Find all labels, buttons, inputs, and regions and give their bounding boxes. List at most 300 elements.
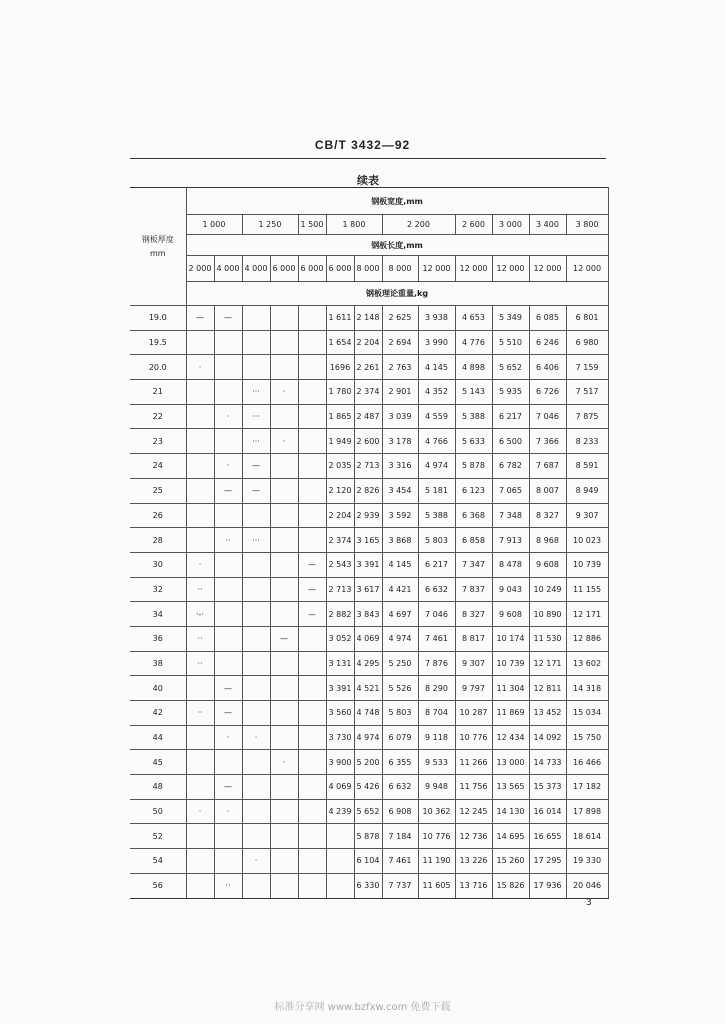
weight-cell: 2 826 — [354, 478, 382, 503]
weight-cell: 2 204 — [326, 503, 354, 528]
weight-cell: 19 330 — [566, 849, 608, 874]
weight-cell: 1 611 — [326, 306, 354, 331]
weight-cell: — — [214, 478, 242, 503]
length-cell: 12 000 — [566, 256, 608, 282]
weight-cell: 12 886 — [566, 626, 608, 651]
weight-cell: 2 763 — [382, 355, 418, 380]
table-row — [130, 824, 608, 849]
weight-cell — [186, 676, 214, 701]
weight-cell: 11 155 — [566, 577, 608, 602]
weight-cell: 12 245 — [455, 799, 492, 824]
table-row — [130, 676, 608, 701]
weight-cell: 6 801 — [566, 306, 608, 331]
weight-cell: 5 803 — [418, 528, 455, 553]
thickness-cell: 56 — [130, 873, 186, 898]
weight-cell — [298, 873, 326, 898]
weight-cell: 14 733 — [529, 750, 566, 775]
weight-cell: 7 461 — [382, 849, 418, 874]
weight-cell: 3 178 — [382, 429, 418, 454]
weight-cell: 15 373 — [529, 775, 566, 800]
weight-cell: 9 608 — [492, 602, 529, 627]
length-cell: 12 000 — [418, 256, 455, 282]
weight-cell — [298, 651, 326, 676]
table-row — [130, 750, 608, 775]
weight-cell — [214, 380, 242, 405]
weight-cell: 5 878 — [455, 454, 492, 479]
weight-cell — [214, 849, 242, 874]
weight-cell: 3 938 — [418, 306, 455, 331]
weight-cell: — — [186, 306, 214, 331]
weight-cell — [214, 429, 242, 454]
weight-cell: 17 182 — [566, 775, 608, 800]
thickness-cell: 23 — [130, 429, 186, 454]
weight-cell: 1 865 — [326, 404, 354, 429]
weight-cell: 5 143 — [455, 380, 492, 405]
weight-cell — [270, 330, 298, 355]
weight-cell: 15 260 — [492, 849, 529, 874]
weight-cell — [298, 626, 326, 651]
thickness-cell: 21 — [130, 380, 186, 405]
weight-cell: 12 434 — [492, 725, 529, 750]
weight-cell: 5 652 — [354, 799, 382, 824]
weight-cell: 4 974 — [418, 454, 455, 479]
weight-cell: 15 750 — [566, 725, 608, 750]
weight-cell: 2 694 — [382, 330, 418, 355]
weight-cell — [298, 503, 326, 528]
weight-cell: 10 739 — [492, 651, 529, 676]
weight-cell — [270, 355, 298, 380]
weight-cell — [270, 873, 298, 898]
thickness-cell: 40 — [130, 676, 186, 701]
weight-cell — [186, 849, 214, 874]
standard-number-header: CB/T 3432—92 — [314, 138, 411, 152]
weight-cell: 8 968 — [529, 528, 566, 553]
weight-cell: 7 348 — [492, 503, 529, 528]
table-row — [130, 799, 608, 824]
weight-cell: 12 736 — [455, 824, 492, 849]
page-number: 3 — [586, 898, 592, 908]
weight-cell: 2 035 — [326, 454, 354, 479]
weight-cell: 2 625 — [382, 306, 418, 331]
weight-cell: 7 687 — [529, 454, 566, 479]
weight-cell: 2 600 — [354, 429, 382, 454]
weight-cell: 12 171 — [566, 602, 608, 627]
weight-cell — [298, 775, 326, 800]
weight-cell: 2 120 — [326, 478, 354, 503]
weight-cell — [298, 799, 326, 824]
weight-cell: 2 543 — [326, 552, 354, 577]
weight-cell — [186, 380, 214, 405]
weight-cell — [186, 725, 214, 750]
weight-cell — [298, 676, 326, 701]
weight-cell — [298, 355, 326, 380]
weight-cell — [214, 330, 242, 355]
weight-cell — [242, 799, 270, 824]
weight-cell: 3 990 — [418, 330, 455, 355]
weight-cell: ·· — [186, 577, 214, 602]
weight-cell — [242, 651, 270, 676]
thickness-cell: 54 — [130, 849, 186, 874]
weight-cell — [298, 330, 326, 355]
weight-cell: 4 069 — [326, 775, 354, 800]
weight-cell — [214, 651, 242, 676]
weight-cell: 10 739 — [566, 552, 608, 577]
weight-cell — [326, 824, 354, 849]
weight-cell: 2 713 — [354, 454, 382, 479]
weight-cell: 12 171 — [529, 651, 566, 676]
weight-cell: 13 226 — [455, 849, 492, 874]
weight-cell: 5 803 — [382, 701, 418, 726]
weight-cell — [242, 577, 270, 602]
weight-cell: 4 898 — [455, 355, 492, 380]
weight-cell — [298, 478, 326, 503]
table-row — [130, 380, 608, 405]
weight-cell: 2 204 — [354, 330, 382, 355]
weight-cell — [298, 404, 326, 429]
thickness-cell: 20.0 — [130, 355, 186, 380]
weight-cell: 9 043 — [492, 577, 529, 602]
weight-cell: 6 246 — [529, 330, 566, 355]
length-cell: 6 000 — [298, 256, 326, 282]
weight-cell: 5 652 — [492, 355, 529, 380]
weight-cell — [242, 552, 270, 577]
width-cell: 1 800 — [326, 215, 382, 235]
weight-cell — [270, 404, 298, 429]
weight-cell: 4 653 — [455, 306, 492, 331]
weight-cell: 4 776 — [455, 330, 492, 355]
thickness-cell: 36 — [130, 626, 186, 651]
weight-cell: 5 181 — [418, 478, 455, 503]
weight-cell: — — [242, 454, 270, 479]
thickness-cell: 25 — [130, 478, 186, 503]
weight-cell: 1 654 — [326, 330, 354, 355]
weight-cell: · — [242, 725, 270, 750]
weight-cell — [270, 775, 298, 800]
weight-cell: 7 159 — [566, 355, 608, 380]
weight-cell: · — [270, 429, 298, 454]
weight-cell: 7 737 — [382, 873, 418, 898]
weight-cell: 5 200 — [354, 750, 382, 775]
weight-cell — [270, 478, 298, 503]
weight-cell: 8 478 — [492, 552, 529, 577]
length-cell: 12 000 — [529, 256, 566, 282]
weight-cell — [186, 454, 214, 479]
weight-cell: 6 123 — [455, 478, 492, 503]
weight-cell: · — [214, 454, 242, 479]
weight-cell: · — [214, 404, 242, 429]
weight-cell: · — [270, 380, 298, 405]
weight-cell — [270, 528, 298, 553]
width-cell: 2 200 — [382, 215, 455, 235]
weight-cell: — — [270, 626, 298, 651]
weight-cell: 8 233 — [566, 429, 608, 454]
weight-cell: 6 217 — [492, 404, 529, 429]
weight-cell: 9 797 — [455, 676, 492, 701]
length-cell: 6 000 — [270, 256, 298, 282]
weight-cell: 7 046 — [529, 404, 566, 429]
weight-cell: 10 249 — [529, 577, 566, 602]
weight-cell: 3 843 — [354, 602, 382, 627]
weight-cell: 20 046 — [566, 873, 608, 898]
weight-cell: 9 307 — [455, 651, 492, 676]
weight-cell — [270, 676, 298, 701]
thickness-unit-label: mm — [149, 248, 166, 258]
weight-cell: 6 980 — [566, 330, 608, 355]
weight-cell — [186, 873, 214, 898]
weight-cell: 4 295 — [354, 651, 382, 676]
thickness-cell: 45 — [130, 750, 186, 775]
thickness-header — [130, 188, 186, 306]
weight-cell: ··· — [242, 380, 270, 405]
table-title: 续表 — [357, 174, 379, 187]
weight-cell — [186, 404, 214, 429]
length-cell: 4 000 — [214, 256, 242, 282]
weight-cell — [298, 429, 326, 454]
weight-cell: 8 007 — [529, 478, 566, 503]
weight-cell: 7 366 — [529, 429, 566, 454]
weight-cell: 17 295 — [529, 849, 566, 874]
weight-cell: 11 304 — [492, 676, 529, 701]
weight-cell: — — [298, 552, 326, 577]
weight-cell: 4 974 — [354, 725, 382, 750]
table-row — [130, 701, 608, 726]
weight-cell — [298, 725, 326, 750]
weight-cell: 4 421 — [382, 577, 418, 602]
length-header: 钢板长度,mm — [186, 235, 608, 256]
table-row — [130, 404, 608, 429]
thickness-cell: 52 — [130, 824, 186, 849]
weight-cell: ··· — [242, 404, 270, 429]
thickness-label: 钢板厚度 — [141, 234, 174, 244]
weight-cell: 10 776 — [455, 725, 492, 750]
weight-cell: 6 782 — [492, 454, 529, 479]
weight-cell — [186, 775, 214, 800]
weight-cell — [214, 602, 242, 627]
weight-cell — [214, 577, 242, 602]
weight-cell: 7 184 — [382, 824, 418, 849]
weight-cell: — — [298, 577, 326, 602]
weight-cell: 14 092 — [529, 725, 566, 750]
weight-cell — [270, 503, 298, 528]
weight-cell — [214, 503, 242, 528]
weight-cell: 7 046 — [418, 602, 455, 627]
weight-cell: 7 517 — [566, 380, 608, 405]
weight-cell — [242, 775, 270, 800]
weight-cell: 10 287 — [455, 701, 492, 726]
table-row — [130, 355, 608, 380]
table-row — [130, 330, 608, 355]
thickness-cell: 38 — [130, 651, 186, 676]
weight-cell: 4 352 — [418, 380, 455, 405]
weight-cell: 9 533 — [418, 750, 455, 775]
weight-cell — [270, 454, 298, 479]
thickness-cell: 22 — [130, 404, 186, 429]
weight-cell: 5 388 — [455, 404, 492, 429]
thickness-cell: 28 — [130, 528, 186, 553]
weight-cell: 15 034 — [566, 701, 608, 726]
weight-cell: 3 391 — [354, 552, 382, 577]
weight-cell — [270, 651, 298, 676]
weight-cell: 11 756 — [455, 775, 492, 800]
length-cell: 8 000 — [382, 256, 418, 282]
weight-cell: 6 368 — [455, 503, 492, 528]
weight-cell: 14 318 — [566, 676, 608, 701]
thickness-cell: 50 — [130, 799, 186, 824]
table-row — [130, 577, 608, 602]
table-row — [130, 873, 608, 898]
weight-cell: 6 217 — [418, 552, 455, 577]
weight-cell: 2 901 — [382, 380, 418, 405]
width-cell: 3 800 — [566, 215, 608, 235]
thickness-cell: 19.0 — [130, 306, 186, 331]
weight-cell: 3 052 — [326, 626, 354, 651]
weight-cell: 11 605 — [418, 873, 455, 898]
weight-cell: · — [186, 355, 214, 380]
weight-cell: · — [270, 750, 298, 775]
weight-cell: 11 530 — [529, 626, 566, 651]
weight-cell: 1 949 — [326, 429, 354, 454]
weight-cell: 6 330 — [354, 873, 382, 898]
weight-cell — [242, 355, 270, 380]
weight-cell: — — [242, 478, 270, 503]
weight-cell: 8 704 — [418, 701, 455, 726]
weight-cell — [270, 577, 298, 602]
weight-cell: 1696 — [326, 355, 354, 380]
weight-cell: 1 780 — [326, 380, 354, 405]
weight-cell: 8 327 — [529, 503, 566, 528]
weight-cell: 9 948 — [418, 775, 455, 800]
weight-cell — [242, 873, 270, 898]
weight-cell: 16 014 — [529, 799, 566, 824]
weight-cell: 8 591 — [566, 454, 608, 479]
table-row — [130, 478, 608, 503]
weight-cell: 7 913 — [492, 528, 529, 553]
weight-cell: 5 633 — [455, 429, 492, 454]
width-cell: 1 500 — [298, 215, 326, 235]
weight-cell — [214, 750, 242, 775]
weight-cell: 8 817 — [455, 626, 492, 651]
weight-cell: 2 148 — [354, 306, 382, 331]
thickness-cell: 34 — [130, 602, 186, 627]
weight-cell — [270, 725, 298, 750]
weight-cell: 6 104 — [354, 849, 382, 874]
weight-cell: 3 165 — [354, 528, 382, 553]
weight-header: 钢板理论重量,kg — [186, 282, 608, 306]
length-cell: 6 000 — [326, 256, 354, 282]
weight-cell — [298, 380, 326, 405]
weight-cell: 11 869 — [492, 701, 529, 726]
weight-cell: 17 936 — [529, 873, 566, 898]
width-header: 钢板宽度,mm — [186, 188, 608, 215]
weight-cell: 15 826 — [492, 873, 529, 898]
weight-cell: 2 374 — [326, 528, 354, 553]
width-cell: 3 400 — [529, 215, 566, 235]
weight-cell: 12 811 — [529, 676, 566, 701]
weight-cell: 4 974 — [382, 626, 418, 651]
weight-cell: · — [242, 849, 270, 874]
table-row — [130, 725, 608, 750]
weight-cell: 11 190 — [418, 849, 455, 874]
weight-cell: 2 374 — [354, 380, 382, 405]
weight-cell — [214, 355, 242, 380]
weight-cell — [242, 306, 270, 331]
weight-cell: 4 239 — [326, 799, 354, 824]
weight-cell: 7 876 — [418, 651, 455, 676]
weight-cell: 10 362 — [418, 799, 455, 824]
weight-cell: 3 316 — [382, 454, 418, 479]
weight-cell: 7 347 — [455, 552, 492, 577]
weight-cell: — — [214, 701, 242, 726]
weight-cell: 6 908 — [382, 799, 418, 824]
thickness-cell: 44 — [130, 725, 186, 750]
weight-cell: 9 118 — [418, 725, 455, 750]
weight-cell: 3 617 — [354, 577, 382, 602]
weight-cell: 6 858 — [455, 528, 492, 553]
weight-cell — [214, 824, 242, 849]
weight-cell: · — [214, 799, 242, 824]
length-cell: 8 000 — [354, 256, 382, 282]
weight-cell: 10 174 — [492, 626, 529, 651]
weight-cell — [298, 750, 326, 775]
weight-cell: 6 632 — [418, 577, 455, 602]
weight-cell — [186, 528, 214, 553]
weight-cell: 10 776 — [418, 824, 455, 849]
weight-cell: ·· — [214, 873, 242, 898]
weight-cell: 7 461 — [418, 626, 455, 651]
weight-cell: · — [186, 799, 214, 824]
weight-cell — [298, 528, 326, 553]
weight-cell: 6 406 — [529, 355, 566, 380]
width-cell: 1 250 — [242, 215, 298, 235]
weight-cell: 13 565 — [492, 775, 529, 800]
weight-cell: 8 949 — [566, 478, 608, 503]
weight-cell — [214, 552, 242, 577]
header-rule — [130, 158, 606, 159]
weight-cell: 4 069 — [354, 626, 382, 651]
width-cell: 3 000 — [492, 215, 529, 235]
weight-cell: 2 939 — [354, 503, 382, 528]
weight-cell — [270, 701, 298, 726]
weight-cell: 3 454 — [382, 478, 418, 503]
width-cell: 1 000 — [186, 215, 242, 235]
weight-cell — [298, 454, 326, 479]
weight-cell — [242, 626, 270, 651]
watermark-footer: 标准分享网 www.bzfxw.com 免费下载 — [274, 1002, 451, 1013]
weight-cell: 5 250 — [382, 651, 418, 676]
weight-cell — [242, 676, 270, 701]
weight-cell: 5 388 — [418, 503, 455, 528]
weight-cell: 7 837 — [455, 577, 492, 602]
weight-cell — [242, 503, 270, 528]
weight-cell: 14 695 — [492, 824, 529, 849]
weight-cell: 5 878 — [354, 824, 382, 849]
table-row — [130, 306, 608, 331]
weight-cell: 7 065 — [492, 478, 529, 503]
weight-cell — [186, 503, 214, 528]
weight-cell — [298, 306, 326, 331]
table-row — [130, 775, 608, 800]
weight-cell — [326, 849, 354, 874]
weight-cell — [270, 552, 298, 577]
weight-cell: 2 261 — [354, 355, 382, 380]
weight-cell: 10 890 — [529, 602, 566, 627]
weight-cell: 2 713 — [326, 577, 354, 602]
weight-cell: 14 130 — [492, 799, 529, 824]
weight-cell: 3 391 — [326, 676, 354, 701]
weight-cell: 5 426 — [354, 775, 382, 800]
weight-cell: 4 559 — [418, 404, 455, 429]
table-row — [130, 503, 608, 528]
